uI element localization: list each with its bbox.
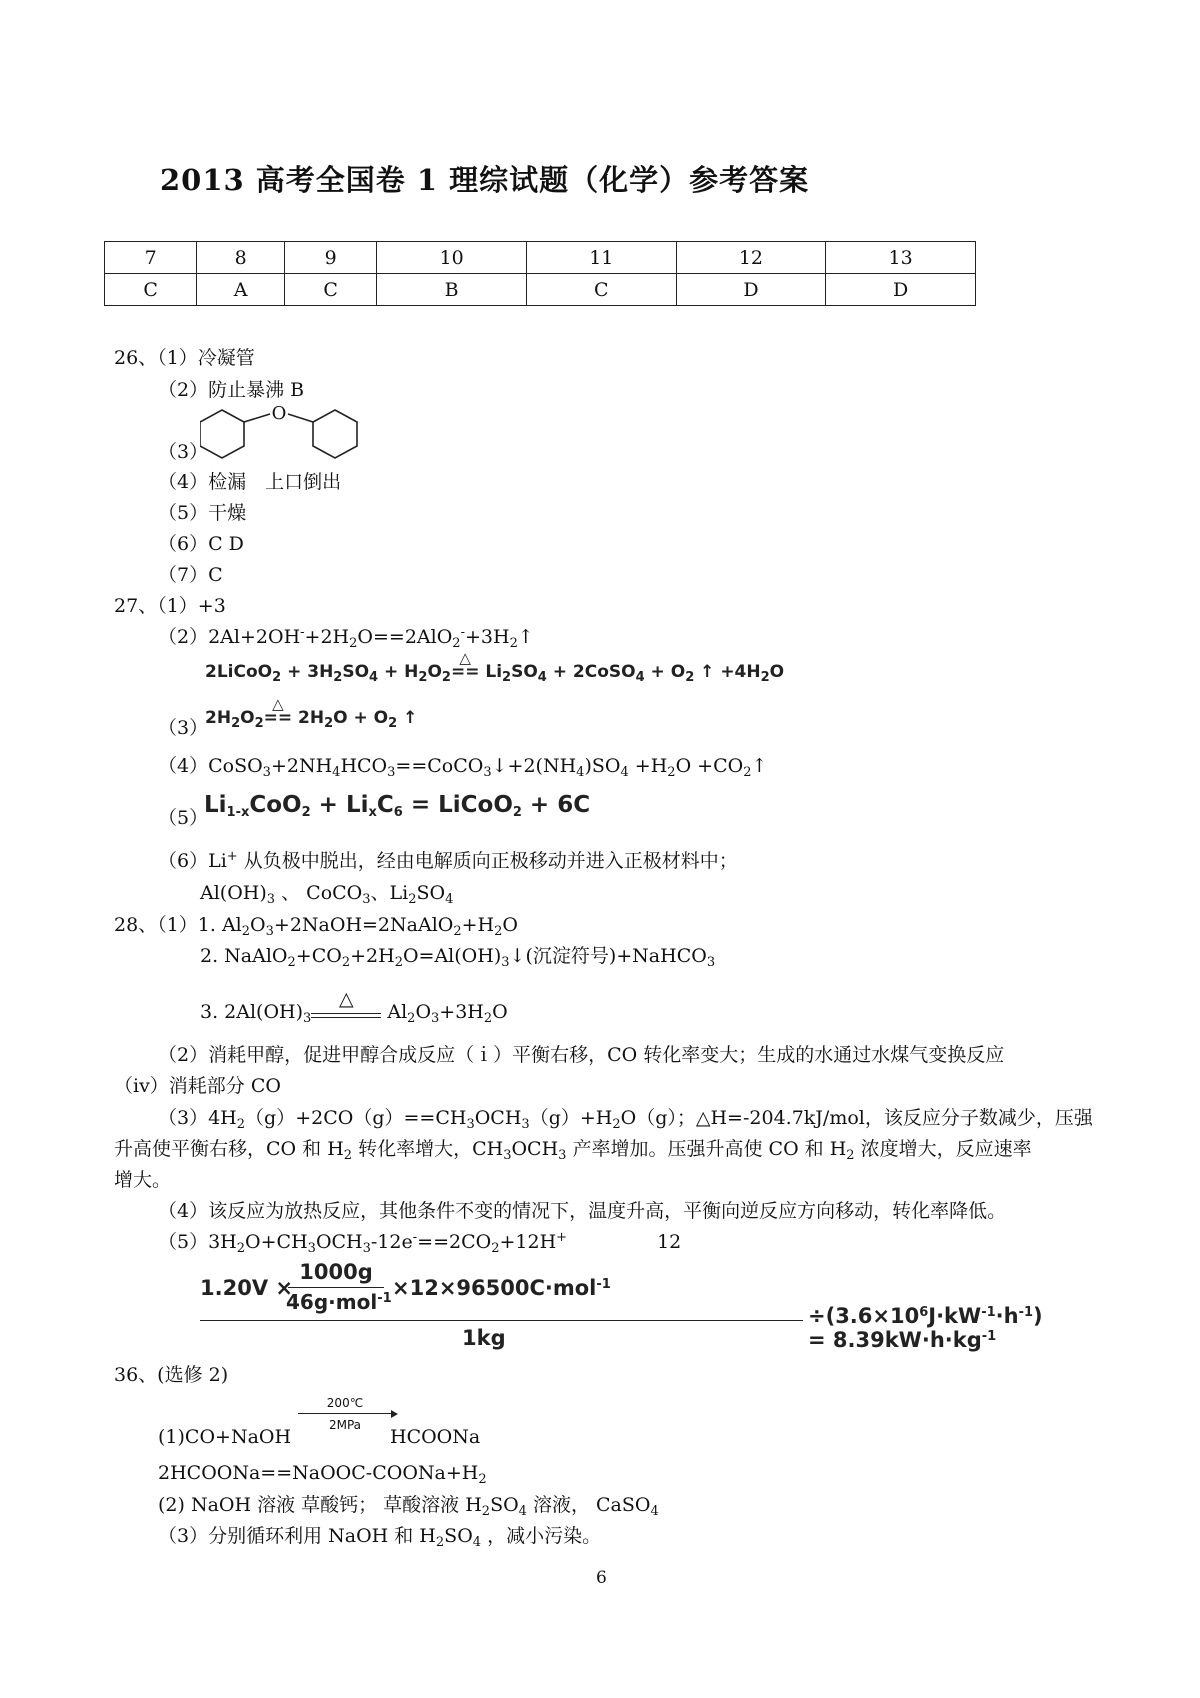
table-cell: 10 [377, 242, 527, 274]
q27-part4-prefix: （4） [158, 755, 209, 777]
text-run: （3）分别循环利用 NaOH 和 H [158, 1525, 436, 1547]
reaction-condition-arrow [290, 1396, 400, 1432]
q36-part1-left: (1)CO+NaOH [158, 1426, 292, 1448]
q28-part3-line3: 增大。 [114, 1169, 172, 1191]
q28-part3-text: ，该反应分子数减少，压强 [864, 1107, 1093, 1129]
q27-label: 27、 [114, 595, 158, 617]
q27-line1 [114, 594, 226, 618]
text-run: 溶液， CaSO [526, 1494, 651, 1516]
table-cell: A [197, 274, 285, 306]
table-cell: D [826, 274, 976, 306]
q28-part5: $(5)3H_2O+CH_3OCH_3-12e^-==2CO_2+12H^+$ 12 [158, 1230, 682, 1256]
text-run: OCH [511, 1138, 559, 1160]
q36-part3: （3）分别循环利用 NaOH 和 $H_2SO_4$ ，减小污染。 [158, 1525, 602, 1550]
ether-oxygen-label: O [271, 404, 287, 424]
table-cell: D [676, 274, 826, 306]
q26-part3: （3） [158, 441, 209, 463]
q28-part1-step3: 3. $2Al(OH)_3$ △ $Al_2O_3+3H_2O$ [200, 988, 508, 1026]
precipitate-note: (沉淀符号) [525, 945, 617, 967]
q36-part1-line2: $2HCOONa==NaOOC-COONa+H_2$ [158, 1462, 487, 1487]
text-run: 浓度增大，反应速率 [854, 1138, 1032, 1160]
q28-part2-line2: （iv）消耗部分 CO [114, 1075, 281, 1097]
text-run: 产率增加。压强升高使 CO 和 H [566, 1138, 847, 1160]
text-run: ，减小污染。 [481, 1525, 602, 1547]
table-row-questions [105, 242, 976, 274]
q36-part2: (2) NaOH 溶液 草酸钙； 草酸溶液 $H_2SO_4$ 溶液， CaSO$_4$ [158, 1494, 659, 1519]
heat-arrow: △ [311, 1003, 381, 1018]
q28-part1-step2: 2. $NaAlO_2+CO_2+2H_2O=Al(OH)_3↓$(沉淀符号)+NaHCO$_3$ [200, 945, 716, 970]
table-cell: 11 [526, 242, 676, 274]
equation-licoo2-dissolution: 2LiCoO$_2$ + $3H_2SO_4 + H_2O_2==$ △ $Li_2SO_4$ + 2CoSO$_4$ + $O_2$ ↑ $+4H_2O$ [205, 649, 785, 685]
separator: 、 [275, 882, 307, 904]
q28-label: 28、 [114, 914, 158, 936]
q28-part5-prefix: （5） [158, 1231, 209, 1253]
q28-part3-prefix: （3） [158, 1107, 209, 1129]
table-cell: 13 [826, 242, 976, 274]
q28-line1: 28、（1）1. $Al_2O_3+2NaOH=2NaAlO_2+H_2O$ [114, 914, 518, 939]
electron-count: 12 [657, 1231, 682, 1253]
table-cell: 12 [676, 242, 826, 274]
page-title: 2013 高考全国卷 1 理综试题（化学）参考答案 [160, 163, 810, 197]
step-number: 3. [200, 1001, 225, 1023]
q28-part2-line1: （2）消耗甲醇，促进甲醇合成反应（ｉ）平衡右移，CO 转化率变大；生成的水通过水煤气变换反应 [158, 1044, 1005, 1066]
separator: 、 [370, 882, 390, 904]
equation-battery-discharge: $Li_{1-x}CoO_2 + Li_xC_6$ = LiCoO$_2$ + 6C [204, 792, 591, 820]
table-cell: C [526, 274, 676, 306]
q28-part1-step1-num: 1. [197, 914, 222, 936]
q27-part2: $(2)2Al+2OH^-+2H_2O==2AlO_2^-+3H_2↑$ [158, 625, 534, 651]
table-cell: 9 [284, 242, 376, 274]
table-cell: C [105, 274, 197, 306]
q26-part2: （2）防止暴沸 B [158, 379, 305, 401]
q27-part1: （1）+3 [157, 595, 226, 617]
q27-part6-prefix: （6） [158, 850, 209, 872]
step-number: 2. [200, 945, 225, 967]
answer-table [104, 241, 976, 306]
q26-part5: （5）干燥 [158, 502, 247, 524]
q36-label: 36、(选修 2) [114, 1364, 229, 1386]
condition-temperature: 200℃ [326, 1396, 364, 1410]
table-cell: B [377, 274, 527, 306]
table-cell: C [284, 274, 376, 306]
arrow-icon [290, 1411, 400, 1417]
q26-line1 [114, 346, 255, 370]
table-cell: 7 [105, 242, 197, 274]
table-row-answers [105, 274, 976, 306]
dicyclohexyl-ether-structure [200, 404, 365, 466]
equation-h2o2-decomposition: $2H_2O_2==$ △ $2H_2O + O_2$ ↑ [205, 695, 418, 731]
q28-part4: （4）该反应为放热反应，其他条件不变的情况下，温度升高，平衡向逆反应方向移动，转化率降低。 [158, 1200, 1007, 1222]
q26-part6: （6）C D [158, 533, 244, 555]
q28-part3-line2: 升高使平衡右移，CO 和 $H_2$ 转化率增大，$CH_3OCH_3$ 产率增加。压强升高使 CO 和 $H_2$ 浓度增大，反应速率 [114, 1138, 1032, 1163]
q27-part6: （6）Li+ 从负极中脱出，经由电解质向正极移动并进入正极材料中； [158, 849, 738, 872]
condition-pressure: 2MPa [328, 1418, 362, 1432]
page-number: 6 [596, 1568, 607, 1588]
q28-part1: （1） [157, 914, 198, 936]
energy-density-formula: 1.20V × 1000g 46g·mol$^{-1}$ ×12×96500C·mol$^{-1}$ 1kg $\div(3.6\times 10^6J\cdot kW^{-1}\cdot h^{-1}) = 8.39kW\cdot h\cdot kg^{-1}$ [200, 1260, 1043, 1352]
table-cell: 8 [197, 242, 285, 274]
q26-part4: （4）检漏 上口倒出 [158, 471, 342, 493]
q36-part1-right: HCOONa [390, 1426, 481, 1448]
q26-part7: （7）C [158, 564, 223, 586]
q27-part6-products: $Al(OH)_3$ 、 CoCO$_3$、$Li_2SO_4$ [200, 882, 454, 907]
text-run: SO [490, 1494, 519, 1516]
q27-part4: $(4)CoSO_3+2NH_4HCO_3==CoCO_3↓+2(NH_4)SO_4 +H_2O$ $+CO_2↑$ [158, 755, 768, 780]
q28-part3-line1: $(3)4H_2(g)+2CO(g)==CH_3OCH_3(g)+H_2O(g)$；△H=-204.7kJ/mol，该反应分子数减少，压强 [158, 1107, 1093, 1132]
q26-label: 26、 [114, 347, 158, 369]
text-run: 转化率增大，CH [352, 1138, 504, 1160]
text-run: SO [444, 1525, 473, 1547]
q27-part2-prefix: （2） [158, 626, 209, 648]
q27-part3: （3） [158, 717, 209, 739]
text-run: 升高使平衡右移，CO 和 H [114, 1138, 344, 1160]
q27-part6-text: 从负极中脱出，经由电解质向正极移动并进入正极材料中； [237, 850, 738, 872]
q26-part1: （1）冷凝管 [157, 347, 255, 369]
text-run: (2) NaOH 溶液 草酸钙； 草酸溶液 H [158, 1494, 482, 1516]
q27-part5: （5） [158, 807, 209, 829]
